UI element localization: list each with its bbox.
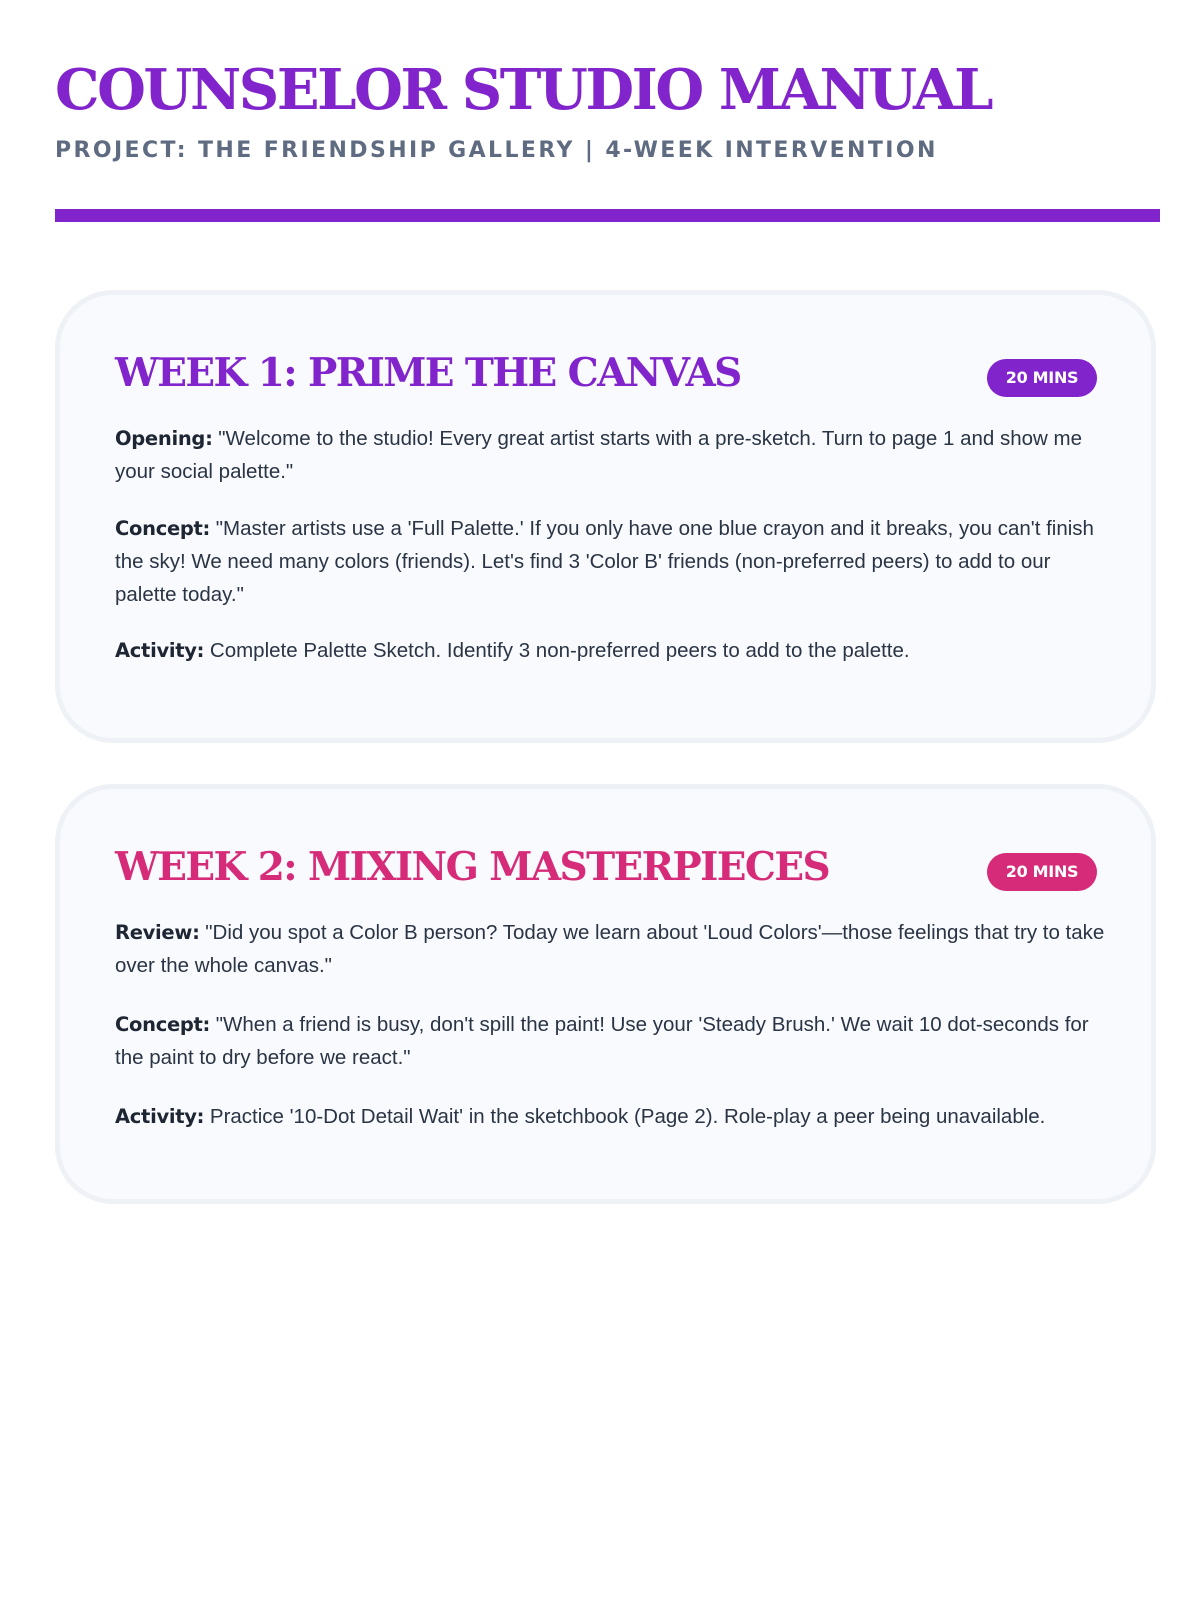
week-2-concept [115,1008,1115,1074]
page-title: COUNSELOR STUDIO MANUAL [55,57,992,123]
header-divider [55,209,1160,222]
week-1-activity-label: Activity: [115,639,205,662]
week-2-duration-badge: 20 MINS [987,853,1097,891]
week-2-activity-text: Practice '10-Dot Detail Wait' in the sketchbook (Page 2). Role-play a peer being unavailable. [209,1105,1046,1128]
week-1-opening [115,422,1115,488]
week-1-opening-label: Opening: [115,427,213,450]
week-1-duration-badge: 20 MINS [987,359,1097,397]
week-2-concept-label: Concept: [115,1013,211,1036]
week-2-activity [115,1100,1115,1133]
week-1-title: WEEK 1: PRIME THE CANVAS [115,350,741,396]
week-2-activity-label: Activity: [115,1105,205,1128]
week-1-activity-text: Complete Palette Sketch. Identify 3 non-preferred peers to add to the palette. [209,639,910,662]
week-1-concept-label: Concept: [115,517,211,540]
week-1-concept-text: "Master artists use a 'Full Palette.' If you only have one blue crayon and it breaks, you can't finish the sky! We need many colors (friends). Let's find 3 'Color B' friends (non-preferred peers) to add to our palette today." [115,517,1094,606]
week-1-activity [115,634,1115,667]
page-subtitle: PROJECT: THE FRIENDSHIP GALLERY | 4-WEEK INTERVENTION [55,138,938,163]
week-1-concept [115,512,1115,611]
week-1-card [55,290,1156,743]
week-2-card [55,784,1156,1204]
week-1-opening-text: "Welcome to the studio! Every great artist starts with a pre-sketch. Turn to page 1 and show me your social palette." [115,427,1083,483]
week-2-review-label: Review: [115,921,200,944]
week-2-review-text: "Did you spot a Color B person? Today we learn about 'Loud Colors'—those feelings that try to take over the whole canvas." [115,921,1105,977]
week-2-title: WEEK 2: MIXING MASTERPIECES [115,844,830,890]
week-2-review [115,916,1115,982]
week-2-concept-text: "When a friend is busy, don't spill the paint! Use your 'Steady Brush.' We wait 10 dot-seconds for the paint to dry before we react." [115,1013,1089,1069]
